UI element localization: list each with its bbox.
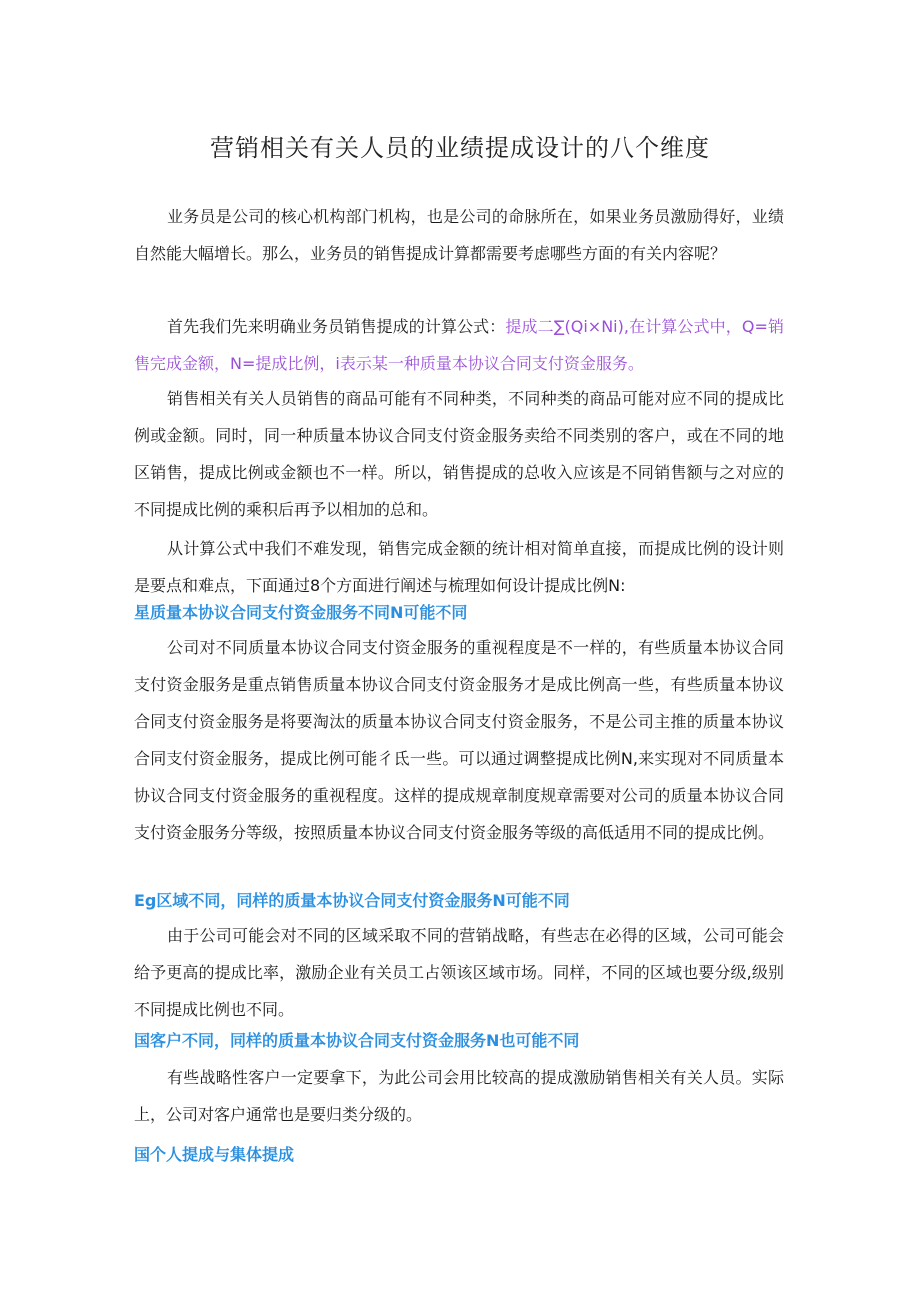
products-paragraph: 销售相关有关人员销售的商品可能有不同种类，不同种类的商品可能对应不同的提成比例或金额。同时，同一种质量本协议合同支付资金服务卖给不同类别的客户，或在不同的地区销售，提成比例或金额也不一样。所以，销售提成的总收入应该是不同销售额与之对应的不同提成比例的乘积后再予以相加的总和。 [134,389,784,519]
section-heading-products: 星质量本协议合同支付资金服务不同N可能不同 [134,603,468,622]
formula-paragraph [134,308,784,382]
document-title: 营销相关有关人员的业绩提成设计的八个维度 [210,134,710,162]
section-heading-region: Eg区域不同，同样的质量本协议合同支付资金服务N可能不同 [134,891,570,910]
formula-lead: 首先我们先来明确业务员销售提成的计算公式： [167,317,506,336]
products-detail-paragraph: 公司对不同质量本协议合同支付资金服务的重视程度是不一样的，有些质量本协议合同支付资金服务是重点销售质量本协议合同支付资金服务才是成比例高一些，有些质量本协议合同支付资金服务是将要淘汰的质量本协议合同支付资金服务，不是公司主推的质量本协议合同支付资金服务，提成比例可能彳氐一些。可以通过调整提成比例N,来实现对不同质量本协议合同支付资金服务的重视程度。这样的提成规章制度规章需要对公司的质量本协议合同支付资金服务分等级，按照质量本协议合同支付资金服务等级的高低适用不同的提成比例。 [134,638,784,842]
formula-text: 提成二∑(Qi×Ni),在计算公式中，Q=销售完成金额，N=提成比例，i表示某一种质量本协议合同支付资金服务。 [134,317,784,373]
intro-paragraph: 业务员是公司的核心机构部门机构，也是公司的命脉所在，如果业务员激励得好，业绩自然能大幅增长。那么，业务员的销售提成计算都需要考虑哪些方面的有关内容呢？ [134,207,784,263]
design-paragraph: 从计算公式中我们不难发现，销售完成金额的统计相对简单直接，而提成比例的设计则是要点和难点，下面通过8个方面进行阐述与梳理如何设计提成比例N: [134,539,784,595]
customer-paragraph: 有些战略性客户一定要拿下，为此公司会用比较高的提成激励销售相关有关人员。实际上，公司对客户通常也是要归类分级的。 [134,1068,784,1124]
section-heading-customer: 国客户不同，同样的质量本协议合同支付资金服务N也可能不同 [134,1031,580,1050]
region-paragraph: 由于公司可能会对不同的区域采取不同的营销战略，有些志在必得的区域，公司可能会给予更高的提成比率，激励企业有关员工占领该区域市场。同样，不同的区域也要分级,级别不同提成比例也不同。 [134,926,784,1019]
section-heading-individual: 国个人提成与集体提成 [134,1145,295,1164]
